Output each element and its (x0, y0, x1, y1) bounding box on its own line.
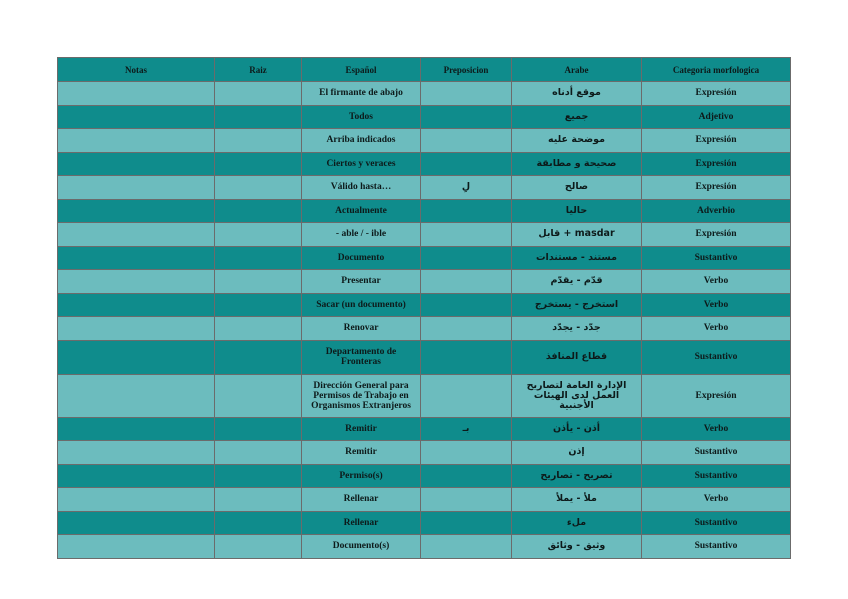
prep-cell: بـ (421, 417, 512, 441)
categoria-cell: Verbo (642, 317, 791, 341)
table-row (58, 417, 791, 441)
arabe-cell: أذن - يأذن (512, 417, 642, 441)
categoria-cell: Sustantivo (642, 246, 791, 270)
notas-cell (58, 223, 215, 247)
notas-cell (58, 535, 215, 559)
arabe-cell: ملأ - يملأ (512, 488, 642, 512)
notas-cell (58, 293, 215, 317)
raiz-cell (215, 464, 302, 488)
header-raiz: Raiz (215, 58, 302, 82)
espanol-cell: Renovar (302, 317, 421, 341)
categoria-cell: Sustantivo (642, 441, 791, 465)
arabe-cell: قطاع المنافذ (512, 340, 642, 374)
categoria-cell: Verbo (642, 417, 791, 441)
espanol-cell: Arriba indicados (302, 129, 421, 153)
arabe-cell: صالح (512, 176, 642, 200)
raiz-cell (215, 152, 302, 176)
notas-cell (58, 374, 215, 417)
table-row (58, 535, 791, 559)
raiz-cell (215, 199, 302, 223)
raiz-cell (215, 82, 302, 106)
notas-cell (58, 199, 215, 223)
prep-cell (421, 374, 512, 417)
espanol-cell: Válido hasta… (302, 176, 421, 200)
categoria-cell: Expresión (642, 374, 791, 417)
espanol-cell: Presentar (302, 270, 421, 294)
table-row (58, 340, 791, 374)
prep-cell (421, 199, 512, 223)
espanol-cell: Sacar (un documento) (302, 293, 421, 317)
raiz-cell (215, 488, 302, 512)
notas-cell (58, 246, 215, 270)
table-row (58, 223, 791, 247)
arabe-cell: ملء (512, 511, 642, 535)
prep-cell (421, 441, 512, 465)
categoria-cell: Expresión (642, 129, 791, 153)
notas-cell (58, 129, 215, 153)
arabe-cell: وثيق - وثائق (512, 535, 642, 559)
categoria-cell: Sustantivo (642, 464, 791, 488)
notas-cell (58, 488, 215, 512)
table-row (58, 246, 791, 270)
arabe-cell: تصريح - تصاريح (512, 464, 642, 488)
table-row (58, 199, 791, 223)
prep-cell (421, 293, 512, 317)
header-preposicion: Preposicion (421, 58, 512, 82)
espanol-cell: Remitir (302, 417, 421, 441)
categoria-cell: Verbo (642, 293, 791, 317)
categoria-cell: Sustantivo (642, 340, 791, 374)
espanol-cell: Rellenar (302, 511, 421, 535)
raiz-cell (215, 511, 302, 535)
arabe-cell: إذن (512, 441, 642, 465)
categoria-cell: Expresión (642, 176, 791, 200)
header-categoria: Categoria morfologica (642, 58, 791, 82)
espanol-cell: Documento(s) (302, 535, 421, 559)
raiz-cell (215, 417, 302, 441)
raiz-cell (215, 176, 302, 200)
prep-cell (421, 223, 512, 247)
table-row (58, 511, 791, 535)
prep-cell: لِ (421, 176, 512, 200)
table-row (58, 441, 791, 465)
espanol-cell: Remitir (302, 441, 421, 465)
raiz-cell (215, 317, 302, 341)
notas-cell (58, 464, 215, 488)
raiz-cell (215, 246, 302, 270)
categoria-cell: Adverbio (642, 199, 791, 223)
table-row (58, 374, 791, 417)
prep-cell (421, 488, 512, 512)
prep-cell (421, 82, 512, 106)
notas-cell (58, 105, 215, 129)
prep-cell (421, 511, 512, 535)
table-row (58, 129, 791, 153)
raiz-cell (215, 223, 302, 247)
arabe-cell: جدّد - يجدّد (512, 317, 642, 341)
table-row (58, 152, 791, 176)
prep-cell (421, 105, 512, 129)
notas-cell (58, 152, 215, 176)
espanol-cell: Documento (302, 246, 421, 270)
raiz-cell (215, 293, 302, 317)
prep-cell (421, 340, 512, 374)
prep-cell (421, 270, 512, 294)
espanol-cell: Departamento de Fronteras (302, 340, 421, 374)
arabe-cell: قدّم - يقدّم (512, 270, 642, 294)
table-row (58, 464, 791, 488)
table-row (58, 105, 791, 129)
table-row (58, 293, 791, 317)
notas-cell (58, 340, 215, 374)
table-row (58, 82, 791, 106)
categoria-cell: Sustantivo (642, 511, 791, 535)
arabe-cell: موضحة عليه (512, 129, 642, 153)
raiz-cell (215, 340, 302, 374)
categoria-cell: Verbo (642, 270, 791, 294)
raiz-cell (215, 270, 302, 294)
table-row (58, 488, 791, 512)
header-espanol: Español (302, 58, 421, 82)
espanol-cell: Permiso(s) (302, 464, 421, 488)
arabe-cell: استخرج - يستخرج (512, 293, 642, 317)
header-arabe: Arabe (512, 58, 642, 82)
vocabulary-table (57, 57, 791, 559)
table-row (58, 317, 791, 341)
arabe-cell: صحيحة و مطابقة (512, 152, 642, 176)
notas-cell (58, 417, 215, 441)
raiz-cell (215, 105, 302, 129)
espanol-cell: El firmante de abajo (302, 82, 421, 106)
arabe-cell: موقع أدناه (512, 82, 642, 106)
categoria-cell: Sustantivo (642, 535, 791, 559)
categoria-cell: Expresión (642, 152, 791, 176)
raiz-cell (215, 441, 302, 465)
categoria-cell: Expresión (642, 223, 791, 247)
prep-cell (421, 317, 512, 341)
arabe-cell: حاليا (512, 199, 642, 223)
raiz-cell (215, 535, 302, 559)
espanol-cell: Todos (302, 105, 421, 129)
prep-cell (421, 535, 512, 559)
espanol-cell: - able / - ible (302, 223, 421, 247)
espanol-cell: Actualmente (302, 199, 421, 223)
raiz-cell (215, 129, 302, 153)
notas-cell (58, 511, 215, 535)
header-row (58, 58, 791, 82)
header-notas: Notas (58, 58, 215, 82)
arabe-cell: الإدارة العامة لتصاريح العمل لدى الهيئات الأجنبية (512, 374, 642, 417)
table-row (58, 176, 791, 200)
arabe-cell: masdar + قابل (512, 223, 642, 247)
notas-cell (58, 317, 215, 341)
notas-cell (58, 441, 215, 465)
arabe-cell: مستند - مستندات (512, 246, 642, 270)
prep-cell (421, 152, 512, 176)
prep-cell (421, 464, 512, 488)
categoria-cell: Verbo (642, 488, 791, 512)
categoria-cell: Expresión (642, 82, 791, 106)
notas-cell (58, 270, 215, 294)
espanol-cell: Dirección General para Permisos de Trabajo en Organismos Extranjeros (302, 374, 421, 417)
prep-cell (421, 246, 512, 270)
arabe-cell: جميع (512, 105, 642, 129)
prep-cell (421, 129, 512, 153)
notas-cell (58, 176, 215, 200)
espanol-cell: Rellenar (302, 488, 421, 512)
notas-cell (58, 82, 215, 106)
table-row (58, 270, 791, 294)
categoria-cell: Adjetivo (642, 105, 791, 129)
espanol-cell: Ciertos y veraces (302, 152, 421, 176)
raiz-cell (215, 374, 302, 417)
